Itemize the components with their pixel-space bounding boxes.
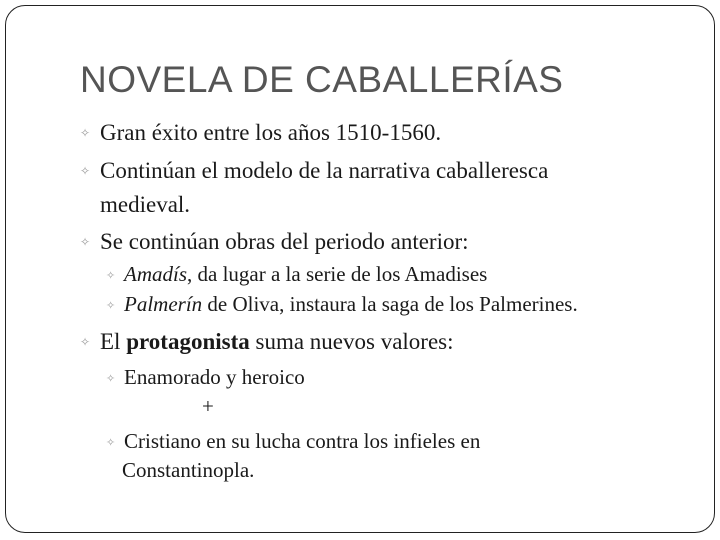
bullet-icon: ✧ xyxy=(106,437,116,449)
bullet-text: Cristiano en su lucha contra los infieles en xyxy=(124,429,481,453)
work-title: Palmerín xyxy=(124,292,203,316)
bullet-text: El xyxy=(100,329,127,354)
bullet-text: Gran éxito entre los años 1510-1560. xyxy=(100,120,442,145)
plus-sign: + xyxy=(202,394,214,418)
bullet-text: de Oliva, instaura la saga de los Palmerines. xyxy=(202,292,578,316)
sub-bullet-item xyxy=(106,292,578,317)
bullet-icon: ✧ xyxy=(106,300,116,312)
emphasis-text: protagonista xyxy=(126,329,250,354)
sub-bullet-item xyxy=(106,262,487,287)
work-title: Amadís xyxy=(124,262,187,286)
sub-bullet-item xyxy=(106,365,305,390)
bullet-text: , da lugar a la serie de los Amadises xyxy=(187,262,488,286)
bullet-text: suma nuevos valores: xyxy=(249,329,454,354)
bullet-icon: ✧ xyxy=(106,270,116,282)
bullet-text: Continúan el modelo de la narrativa caballeresca xyxy=(100,158,549,183)
bullet-item xyxy=(80,120,441,146)
bullet-icon: ✧ xyxy=(106,373,116,385)
bullet-icon: ✧ xyxy=(80,335,91,349)
bullet-item xyxy=(80,329,454,355)
bullet-item xyxy=(80,158,548,184)
bullet-continuation: medieval. xyxy=(100,192,191,217)
bullet-text: Enamorado y heroico xyxy=(124,365,305,389)
slide-title: NOVELA DE CABALLERÍAS xyxy=(80,59,564,100)
bullet-icon: ✧ xyxy=(80,235,91,249)
sub-bullet-item xyxy=(106,429,480,454)
bullet-text: Se continúan obras del periodo anterior: xyxy=(100,229,469,254)
bullet-item xyxy=(80,229,469,255)
bullet-continuation: Constantinopla. xyxy=(122,458,255,482)
bullet-icon: ✧ xyxy=(80,164,91,178)
bullet-icon: ✧ xyxy=(80,126,91,140)
